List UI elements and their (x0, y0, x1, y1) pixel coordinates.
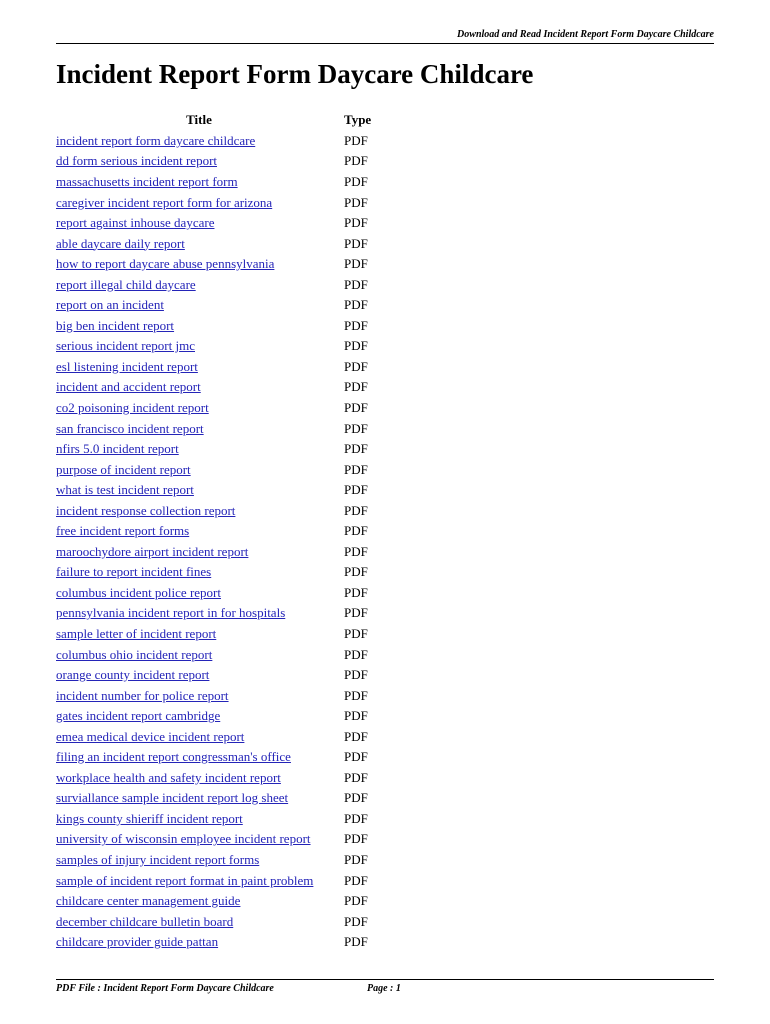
footer-file-label: PDF File : Incident Report Form Daycare Childcare (56, 983, 274, 994)
row-type-cell: PDF (344, 502, 368, 518)
row-type-cell: PDF (344, 153, 368, 169)
row-title-link[interactable]: december childcare bulletin board (56, 913, 234, 929)
row-title-link[interactable]: report against inhouse daycare (56, 215, 215, 231)
table-row (56, 542, 371, 563)
table-body (56, 131, 371, 953)
row-title-link[interactable]: emea medical device incident report (56, 728, 245, 744)
row-title-cell (56, 911, 342, 932)
row-title-link[interactable]: sample of incident report format in paint problem (56, 872, 314, 888)
row-type-cell: PDF (344, 810, 368, 826)
footer-page-label: Page : 1 (367, 983, 401, 994)
table-row (56, 459, 371, 480)
row-type-cell: PDF (344, 625, 368, 641)
table-row (56, 233, 371, 254)
row-title-cell (56, 213, 342, 234)
column-header-type: Type (344, 112, 372, 128)
row-title-link[interactable]: incident number for police report (56, 687, 229, 703)
row-title-cell (56, 624, 342, 645)
report-table (56, 110, 371, 952)
row-type-cell: PDF (344, 317, 368, 333)
row-title-cell (56, 357, 342, 378)
row-title-link[interactable]: columbus incident police report (56, 584, 221, 600)
table-row (56, 665, 371, 686)
table-row (56, 274, 371, 295)
row-type-cell: PDF (344, 790, 368, 806)
row-type-cell: PDF (344, 646, 368, 662)
row-type-cell: PDF (344, 338, 368, 354)
table-row (56, 377, 371, 398)
row-title-cell (56, 726, 342, 747)
table-row (56, 891, 371, 912)
row-title-cell (56, 829, 342, 850)
row-type-cell: PDF (344, 482, 368, 498)
row-type-cell: PDF (344, 564, 368, 580)
row-type-cell: PDF (344, 215, 368, 231)
row-title-cell (56, 295, 342, 316)
row-type-cell: PDF (344, 667, 368, 683)
row-title-link[interactable]: how to report daycare abuse pennsylvania (56, 256, 275, 272)
row-title-cell (56, 172, 342, 193)
table-row (56, 254, 371, 275)
row-type-cell: PDF (344, 523, 368, 539)
table-row (56, 850, 371, 871)
row-title-cell (56, 562, 342, 583)
row-title-link[interactable]: sample letter of incident report (56, 625, 217, 641)
row-title-link[interactable]: filing an incident report congressman's office (56, 749, 291, 765)
row-title-link[interactable]: pennsylvania incident report in for hospitals (56, 605, 286, 621)
row-title-cell (56, 459, 342, 480)
row-type-cell: PDF (344, 132, 368, 148)
table-row (56, 439, 371, 460)
row-title-link[interactable]: report on an incident (56, 297, 164, 313)
row-title-cell (56, 398, 342, 419)
table-row (56, 480, 371, 501)
table-row (56, 398, 371, 419)
row-title-cell (56, 747, 342, 768)
row-type-cell: PDF (344, 420, 368, 436)
table-row (56, 624, 371, 645)
row-type-cell: PDF (344, 379, 368, 395)
table-row (56, 870, 371, 891)
row-title-link[interactable]: surviallance sample incident report log sheet (56, 790, 289, 806)
row-title-cell (56, 644, 342, 665)
row-title-link[interactable]: san francisco incident report (56, 420, 204, 436)
footer-divider (56, 979, 714, 980)
row-title-link[interactable]: able daycare daily report (56, 235, 185, 251)
row-type-cell: PDF (344, 749, 368, 765)
row-title-link[interactable]: columbus ohio incident report (56, 646, 213, 662)
row-title-link[interactable]: workplace health and safety incident report (56, 769, 281, 785)
row-type-cell: PDF (344, 605, 368, 621)
row-title-cell (56, 788, 342, 809)
row-type-cell: PDF (344, 543, 368, 559)
table-row (56, 418, 371, 439)
table-row (56, 829, 371, 850)
row-title-cell (56, 377, 342, 398)
row-title-link[interactable]: free incident report forms (56, 523, 190, 539)
row-title-link[interactable]: purpose of incident report (56, 461, 191, 477)
row-title-cell (56, 583, 342, 604)
table-row (56, 583, 371, 604)
table-row (56, 151, 371, 172)
row-type-cell: PDF (344, 831, 368, 847)
row-title-link[interactable]: nfirs 5.0 incident report (56, 441, 179, 457)
row-title-cell (56, 665, 342, 686)
row-title-link[interactable]: report illegal child daycare (56, 276, 196, 292)
table-row (56, 316, 371, 337)
row-title-cell (56, 439, 342, 460)
row-type-cell: PDF (344, 297, 368, 313)
header-divider (56, 43, 714, 44)
row-type-cell: PDF (344, 399, 368, 415)
row-title-link[interactable]: incident and accident report (56, 379, 201, 395)
row-title-cell (56, 542, 342, 563)
row-type-cell: PDF (344, 276, 368, 292)
table-row (56, 603, 371, 624)
row-title-cell (56, 274, 342, 295)
table-row (56, 172, 371, 193)
row-title-link[interactable]: incident response collection report (56, 502, 236, 518)
row-title-cell (56, 316, 342, 337)
row-title-link[interactable]: caregiver incident report form for arizona (56, 194, 273, 210)
table-row (56, 768, 371, 789)
row-title-cell (56, 706, 342, 727)
table-row (56, 788, 371, 809)
row-title-link[interactable]: what is test incident report (56, 482, 194, 498)
row-title-cell (56, 685, 342, 706)
table-row (56, 192, 371, 213)
row-title-cell (56, 932, 342, 953)
row-title-cell (56, 891, 342, 912)
table-row (56, 562, 371, 583)
table-row (56, 911, 371, 932)
column-header-title: Title (186, 112, 212, 128)
row-type-cell: PDF (344, 358, 368, 374)
row-type-cell: PDF (344, 461, 368, 477)
row-type-cell: PDF (344, 441, 368, 457)
row-title-cell (56, 768, 342, 789)
table-row (56, 213, 371, 234)
row-title-cell (56, 521, 342, 542)
table-row (56, 644, 371, 665)
row-type-cell: PDF (344, 852, 368, 867)
row-title-link[interactable]: university of wisconsin employee incident report (56, 831, 311, 847)
row-type-cell: PDF (344, 769, 368, 785)
row-title-cell (56, 233, 342, 254)
row-title-link[interactable]: childcare center management guide (56, 893, 241, 909)
row-title-cell (56, 254, 342, 275)
table-row (56, 357, 371, 378)
row-title-link[interactable]: esl listening incident report (56, 358, 198, 374)
row-title-link[interactable]: samples of injury incident report forms (56, 852, 260, 867)
row-title-cell (56, 131, 342, 152)
row-title-cell (56, 151, 342, 172)
page-header-text: Download and Read Incident Report Form Daycare Childcare (457, 29, 714, 40)
row-title-link[interactable]: massachusetts incident report form (56, 173, 238, 189)
row-title-cell (56, 850, 342, 871)
table-row (56, 706, 371, 727)
row-title-cell (56, 418, 342, 439)
row-type-cell: PDF (344, 913, 368, 929)
row-type-cell: PDF (344, 235, 368, 251)
row-title-cell (56, 336, 342, 357)
row-title-link[interactable]: kings county shieriff incident report (56, 810, 243, 826)
row-type-cell: PDF (344, 173, 368, 189)
row-type-cell: PDF (344, 194, 368, 210)
table-row (56, 809, 371, 830)
row-title-cell (56, 192, 342, 213)
table-row (56, 500, 371, 521)
row-title-link[interactable]: maroochydore airport incident report (56, 543, 249, 559)
row-title-cell (56, 603, 342, 624)
row-title-link[interactable]: big ben incident report (56, 317, 175, 333)
row-title-cell (56, 500, 342, 521)
row-type-cell: PDF (344, 934, 368, 950)
table-row (56, 932, 371, 953)
row-type-cell: PDF (344, 584, 368, 600)
table-row (56, 685, 371, 706)
row-type-cell: PDF (344, 708, 368, 724)
row-title-link[interactable]: gates incident report cambridge (56, 708, 221, 724)
row-title-cell (56, 480, 342, 501)
row-title-cell (56, 809, 342, 830)
table-row (56, 726, 371, 747)
row-title-link[interactable]: dd form serious incident report (56, 153, 218, 169)
row-title-cell (56, 870, 342, 891)
row-title-link[interactable]: serious incident report jmc (56, 338, 195, 354)
row-type-cell: PDF (344, 893, 368, 909)
row-title-link[interactable]: incident report form daycare childcare (56, 132, 256, 148)
row-type-cell: PDF (344, 256, 368, 272)
table-row (56, 747, 371, 768)
row-type-cell: PDF (344, 687, 368, 703)
table-row (56, 295, 371, 316)
table-row (56, 521, 371, 542)
row-type-cell: PDF (344, 728, 368, 744)
row-title-link[interactable]: co2 poisoning incident report (56, 399, 209, 415)
table-row (56, 131, 371, 152)
table-header-row (56, 110, 371, 131)
row-title-link[interactable]: childcare provider guide pattan (56, 934, 219, 950)
row-title-link[interactable]: failure to report incident fines (56, 564, 212, 580)
row-type-cell: PDF (344, 872, 368, 888)
table-row (56, 336, 371, 357)
row-title-link[interactable]: orange county incident report (56, 667, 210, 683)
document-title: Incident Report Form Daycare Childcare (56, 59, 534, 89)
